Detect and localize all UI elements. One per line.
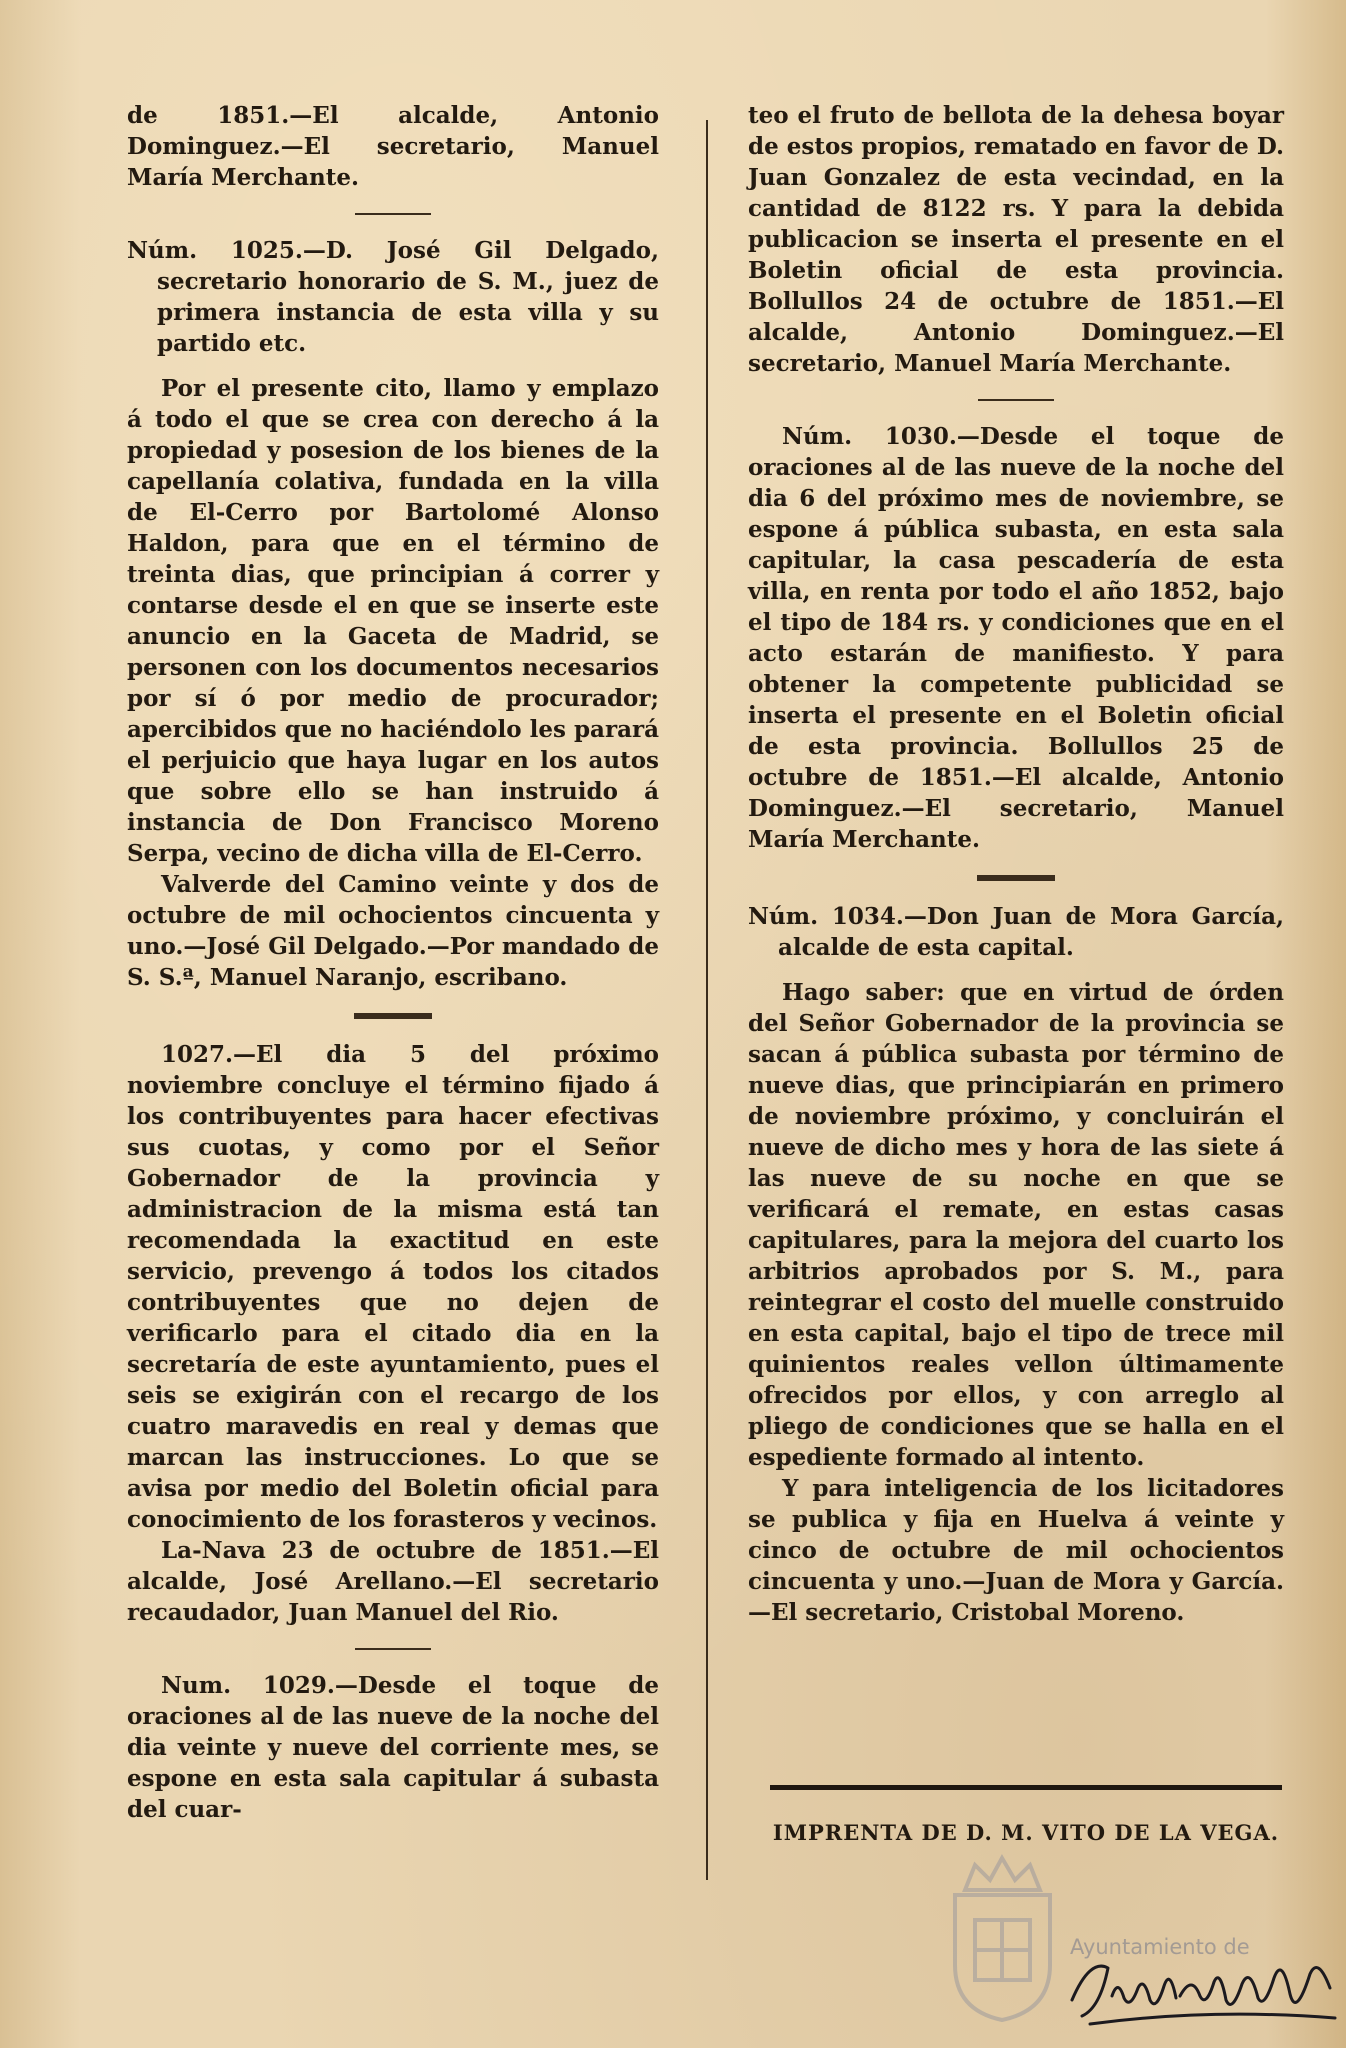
footer-rule xyxy=(770,1785,1282,1790)
separator xyxy=(354,1013,432,1019)
continuation-right-text: teo el fruto de bellota de la dehesa boyar de estos propios, rematado en favor de D. Juan Gonzalez de esta vecindad, en la cantidad de 8122 rs. Y para la debida publicacion se inserta el presente en el Boletin oficial de esta provincia. Bollullos 24 de octubre de 1851.—El alcalde, Antonio Dominguez.—El secretario, Manuel María Merchante. xyxy=(748,102,1284,377)
entry-1034-closing: Y para inteligencia de los licitadores se publica y fija en Huelva á veinte y cinco de octubre de mil ochocientos cincuenta y uno.—Juan de Mora y García.—El secretario, Cristobal Moreno. xyxy=(748,1475,1284,1626)
entry-1030 xyxy=(748,421,1284,855)
entry-1027 xyxy=(127,1039,659,1628)
entry-1027-closing: La-Nava 23 de octubre de 1851.—El alcalde, José Arellano.—El secretario recaudador, Juan Manuel del Rio. xyxy=(127,1537,659,1626)
signature-icon xyxy=(1060,1938,1345,2038)
continuation-left xyxy=(127,100,659,193)
entry-1034 xyxy=(748,901,1284,1628)
separator xyxy=(355,1648,431,1650)
entry-1034-body: Hago saber: que en virtud de órden del Señor Gobernador de la provincia se sacan á pública subasta por término de nueve dias, que principiarán en primero de noviembre próximo, y concluirán el nueve de dicho mes y hora de las siete á las nueve de su noche en que se verificará el remate, en estas casas capitulares, para la mejora del cuarto los arbitrios aprobados por S. M., para reintegrar el costo del muelle construido en esta capital, bajo el tipo de trece mil quinientos reales vellon últimamente ofrecidos por ellos, y con arreglo al pliego de condiciones que se halla en el espediente formado al intento. xyxy=(748,979,1284,1471)
continuation-right xyxy=(748,100,1284,379)
stamp-text: Ayuntamiento de xyxy=(1070,1935,1250,1959)
separator xyxy=(978,399,1054,401)
entry-1025 xyxy=(127,235,659,993)
entry-1034-heading: Núm. 1034.—Don Juan de Mora García, alcalde de esta capital. xyxy=(748,903,1284,961)
left-column xyxy=(127,100,659,1825)
imprenta-footer: IMPRENTA DE D. M. VITO DE LA VEGA. xyxy=(772,1820,1280,1845)
column-divider xyxy=(706,120,708,1880)
entry-1029 xyxy=(127,1670,659,1825)
entry-1027-body: 1027.—El dia 5 del próximo noviembre concluye el término fijado á los contribuyentes para hacer efectivas sus cuotas, y como por el Señor Gobernador de la provincia y administracion de la misma está tan recomendada la exactitud en este servicio, prevengo á todos los citados contribuyentes que no dejen de verificarlo para el citado dia en la secretaría de este ayuntamiento, pues el seis se exigirán con el recargo de los cuatro maravedis en real y demas que marcan las instrucciones. Lo que se avisa por medio del Boletin oficial para conocimiento de los forasteros y vecinos. xyxy=(127,1041,659,1533)
entry-1025-body: Por el presente cito, llamo y emplazo á todo el que se crea con derecho á la propiedad y posesion de los bienes de la capellanía colativa, fundada en la villa de El-Cerro por Bartolomé Alonso Haldon, para que en el término de treinta dias, que principian á correr y contarse desde el en que se inserte este anuncio en la Gaceta de Madrid, se personen con los documentos necesarios por sí ó por medio de procurador; apercibidos que no haciéndolo les parará el perjuicio que haya lugar en los autos que sobre ello se han instruido á instancia de Don Francisco Moreno Serpa, vecino de dicha villa de El-Cerro. xyxy=(127,375,659,867)
coat-of-arms-stamp-icon xyxy=(935,1850,1070,2025)
continuation-left-text: de 1851.—El alcalde, Antonio Dominguez.—El secretario, Manuel María Merchante. xyxy=(127,102,659,191)
entry-1030-body: Núm. 1030.—Desde el toque de oraciones al de las nueve de la noche del dia 6 del próximo mes de noviembre, se espone á pública subasta, en esta sala capitular, la casa pescadería de esta villa, en renta por todo el año 1852, bajo el tipo de 184 rs. y condiciones que en el acto estarán de manifiesto. Y para obtener la competente publicidad se inserta el presente en el Boletin oficial de esta provincia. Bollullos 25 de octubre de 1851.—El alcalde, Antonio Dominguez.—El secretario, Manuel María Merchante. xyxy=(748,423,1284,853)
right-column xyxy=(748,100,1284,1628)
separator xyxy=(355,213,431,215)
entry-1025-heading: Núm. 1025.—D. José Gil Delgado, secretario honorario de S. M., juez de primera instancia de esta villa y su partido etc. xyxy=(127,237,659,357)
entry-1025-closing: Valverde del Camino veinte y dos de octubre de mil ochocientos cincuenta y uno.—José Gil Delgado.—Por mandado de S. S.ª, Manuel Naranjo, escribano. xyxy=(127,871,659,991)
entry-1029-body: Num. 1029.—Desde el toque de oraciones al de las nueve de la noche del dia veinte y nueve del corriente mes, se espone en esta sala capitular á subasta del cuar- xyxy=(127,1672,659,1823)
separator xyxy=(977,875,1055,881)
